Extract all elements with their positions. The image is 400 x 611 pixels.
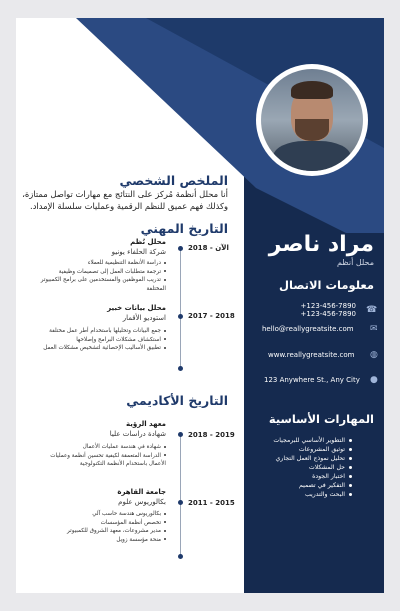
edu-degree: بكالوريوس علوم [118, 498, 166, 506]
mail-icon: ✉ [370, 324, 378, 334]
timeline-dot [178, 246, 183, 251]
phone-icon: ☎ [366, 305, 378, 315]
list-item: ترجمة متطلبات العمل إلى تصميمات وظيفية [36, 268, 166, 277]
list-item: تخصص أنظمة المؤسسات [36, 519, 166, 528]
profile-name: مراد ناصر [268, 232, 374, 257]
timeline-dot [178, 366, 183, 371]
list-item: جمع البيانات وتحليلها باستخدام أطر عمل مختلفة [36, 327, 166, 336]
edu-points [36, 443, 166, 469]
list-item: تدريب الموظفين والمستخدمين على برامج الكمبيوتر المختلفة [40, 277, 166, 292]
experience-heading: التاريخ المهني [140, 221, 228, 236]
skill-item: التطوير الأساسي للبرمجيات [252, 436, 352, 445]
edu-date: 2018 - 2019 [188, 431, 235, 439]
list-item: الدراسة المتعمقة لكيفية تحسين أنظمة وعمليات الأعمال باستخدام الأنظمة التكنولوجية [50, 452, 166, 467]
summary-text: أنا محلل أنظمة مُركز على النتائج مع مهارات تواصل ممتازة، وكذلك فهم عميق للنظم الرقمية وعمليات سلسلة الإمداد. [22, 189, 228, 211]
skills-list [252, 436, 352, 499]
timeline-dot [178, 500, 183, 505]
job-points [36, 259, 166, 293]
skill-item: تحليل نموذج العمل التجاري [252, 454, 352, 463]
skill-item: اختبار الجودة [252, 472, 352, 481]
education-heading: التاريخ الأكاديمي [126, 393, 228, 408]
edu-school: جامعة القاهرة [117, 488, 166, 496]
edu-points [36, 510, 166, 544]
timeline-dot [178, 432, 183, 437]
skill-item: حل المشكلات [252, 463, 352, 472]
globe-icon: ◍ [370, 350, 378, 360]
job-company: شركة الحلفاء يونيو [111, 248, 166, 256]
email-link[interactable]: hello@reallygreatsite.com [262, 325, 354, 333]
skills-heading: المهارات الأساسية [268, 412, 374, 426]
job-date: الآن - 2018 [188, 244, 229, 252]
job-points [36, 327, 166, 353]
resume-page [16, 18, 384, 593]
timeline-line [180, 250, 181, 368]
job-company: استوديو الأقمار [122, 314, 166, 322]
skill-item: توثيق المشروعات [252, 445, 352, 454]
list-item: منحة مؤسسة زويل [36, 536, 166, 545]
contact-heading: معلومات الاتصال [279, 278, 374, 292]
job-role: محلل نُظم [130, 238, 166, 246]
contact-phone: +123-456-7890 +123-456-7890 ☎ [300, 302, 378, 318]
summary-heading: الملخص الشخصي [119, 173, 228, 188]
timeline-line [180, 434, 181, 556]
list-item: دراسة الأنظمة التنظيمية للعملاء [36, 259, 166, 268]
edu-date: 2011 - 2015 [188, 499, 235, 507]
skill-item: التفكير في تصميم [252, 481, 352, 490]
profile-title: محلل أنظم [336, 258, 374, 267]
timeline-dot [178, 554, 183, 559]
list-item: بكالوريوس هندسة حاسب آلي [36, 510, 166, 519]
list-item: تطبيق الأساليب الإحصائية لتشخيص مشكلات العمل [36, 344, 166, 353]
list-item: مدير مشروعات، معهد الشروق للكمبيوتر [36, 527, 166, 536]
website-link[interactable]: www.reallygreatsite.com [268, 351, 355, 359]
list-item: شهادة في هندسة عمليات الأعمال [36, 443, 166, 452]
edu-school: معهد الرؤية [126, 420, 166, 428]
job-role: محلل بيانات خبير [107, 304, 166, 312]
edu-degree: شهادة دراسات عليا [109, 430, 166, 438]
job-date: 2017 - 2018 [188, 312, 235, 320]
address-text: 123 Anywhere St., Any City [264, 376, 360, 384]
location-icon: ● [370, 375, 378, 385]
list-item: استكشاف مشكلات البرامج وإصلاحها [36, 336, 166, 345]
timeline-dot [178, 314, 183, 319]
skill-item: البحث والتدريب [252, 490, 352, 499]
avatar [261, 69, 363, 171]
